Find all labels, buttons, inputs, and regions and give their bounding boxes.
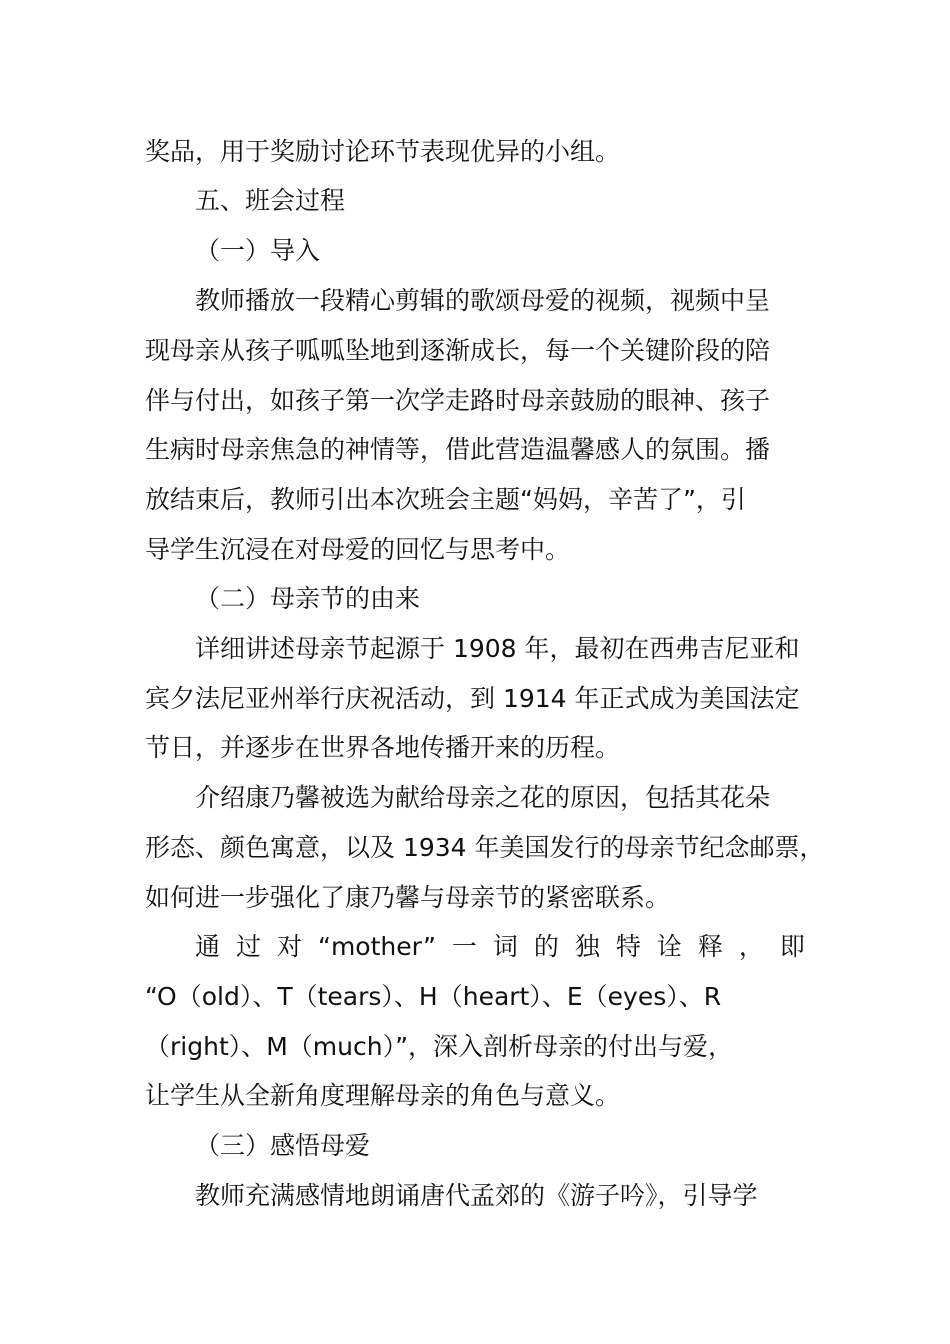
- text-line: 放结束后，教师引出本次班会主题“妈妈，辛苦了”，引: [145, 485, 746, 514]
- text-token: 独: [574, 932, 600, 961]
- text-line: 详细讲述母亲节起源于 1908 年，最初在西弗吉尼亚和: [195, 634, 800, 663]
- subsection-heading: （三）感悟母爱: [195, 1131, 371, 1160]
- text-line: 生病时母亲焦急的神情等，借此营造温馨感人的氛围。播: [145, 435, 771, 464]
- text-token: 过: [236, 932, 262, 961]
- text-line: 奖品，用于奖励讨论环节表现优异的小组。: [145, 137, 621, 166]
- text-line: 导学生沉浸在对母爱的回忆与思考中。: [145, 535, 571, 564]
- subsection-heading: （一）导入: [195, 236, 321, 265]
- text-token: 对: [277, 932, 303, 961]
- spaced-text-line: [195, 931, 805, 963]
- text-line: 形态、颜色寓意，以及 1934 年美国发行的母亲节纪念邮票，: [145, 833, 825, 862]
- text-token: 词: [492, 932, 518, 961]
- text-line: 伴与付出，如孩子第一次学走路时母亲鼓励的眼神、孩子: [145, 386, 771, 415]
- text-line: 现母亲从孩子呱呱坠地到逐渐成长，每一个关键阶段的陪: [145, 336, 771, 365]
- text-line: 节日，并逐步在世界各地传播开来的历程。: [145, 733, 621, 762]
- text-line: 教师播放一段精心剪辑的歌颂母爱的视频，视频中呈: [195, 286, 771, 315]
- text-token: 释: [697, 932, 723, 961]
- text-line: 介绍康乃馨被选为献给母亲之花的原因，包括其花朵: [195, 783, 771, 812]
- text-token: 一: [451, 932, 477, 961]
- section-heading: 五、班会过程: [195, 186, 346, 215]
- text-token: 即: [779, 932, 805, 961]
- text-token: 通: [195, 932, 221, 961]
- text-line: “O（old）、T（tears）、H（heart）、E（eyes）、R: [145, 982, 722, 1011]
- text-line: 教师充满感情地朗诵唐代孟郊的《游子吟》，引导学: [195, 1181, 758, 1210]
- text-line: （right）、M（much）”，深入剖析母亲的付出与爱，: [145, 1032, 734, 1061]
- text-line: 如何进一步强化了康乃馨与母亲节的紧密联系。: [145, 883, 671, 912]
- text-token: 诠: [656, 932, 682, 961]
- text-token: 的: [533, 932, 559, 961]
- text-token: “mother”: [318, 932, 436, 961]
- text-token: 特: [615, 932, 641, 961]
- text-line: 宾夕法尼亚州举行庆祝活动，到 1914 年正式成为美国法定: [145, 684, 800, 713]
- subsection-heading: （二）母亲节的由来: [195, 584, 421, 613]
- text-token: ，: [738, 932, 764, 961]
- text-line: 让学生从全新角度理解母亲的角色与意义。: [145, 1081, 621, 1110]
